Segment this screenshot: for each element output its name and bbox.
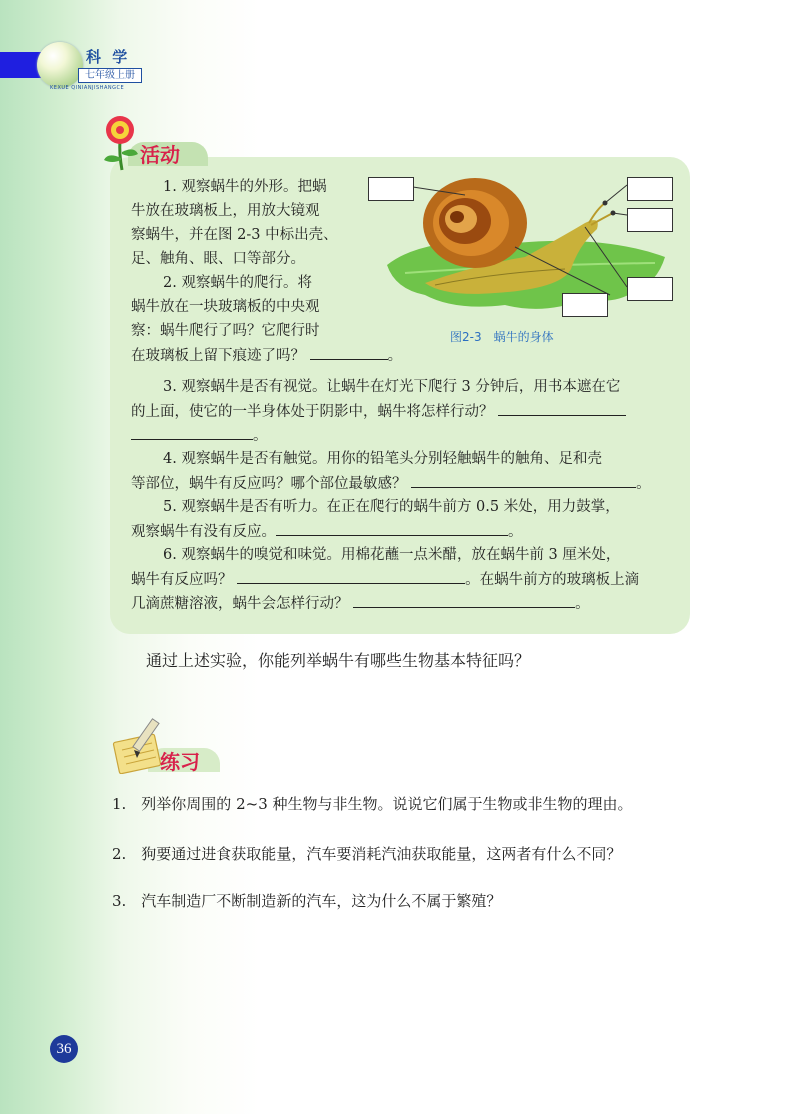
label-box-mouth[interactable] — [627, 277, 673, 301]
p1-line-1: 1. 观察蜗牛的外形。把蜗 — [163, 179, 327, 195]
exercise-item-3: 3. 汽车制造厂不断制造新的汽车，这为什么不属于繁殖？ — [112, 892, 502, 910]
p2-line-3: 察：蜗牛爬行了吗？它爬行时 — [131, 323, 320, 339]
p2-line-1: 2. 观察蜗牛的爬行。将 — [163, 275, 312, 291]
p4-line-1: 4. 观察蜗牛是否有触觉。用你的铅笔头分别轻触蜗牛的触角、足和壳 — [163, 451, 602, 467]
p1-line-4: 足、触角、眼、口等部分。 — [131, 251, 305, 267]
p5-line-2: 观察蜗牛有没有反应。 。 — [131, 519, 523, 544]
header-pinyin: KEXUE QINIANJISHANGCE — [50, 85, 125, 91]
p6-line-3: 几滴蔗糖溶液，蜗牛会怎样行动？ 。 — [131, 591, 590, 616]
label-box-eye[interactable] — [627, 208, 673, 232]
header-title: 科 学 — [86, 48, 131, 66]
exercise-label: 练习 — [160, 750, 200, 774]
p3-line-3: 。 — [131, 423, 268, 448]
label-box-tentacle[interactable] — [627, 177, 673, 201]
flower-icon — [98, 112, 146, 172]
p3-line-2: 的上面，使它的一半身体处于阴影中，蜗牛将怎样行动？ — [131, 399, 626, 424]
p2-line-2: 蜗牛放在一块玻璃板的中央观 — [131, 299, 320, 315]
figure-caption: 图2-3 蜗牛的身体 — [450, 330, 554, 344]
p2-line-4: 在玻璃板上留下痕迹了吗？ 。 — [131, 343, 402, 368]
label-box-foot[interactable] — [562, 293, 608, 317]
p5-line-1: 5. 观察蜗牛是否有听力。在正在爬行的蜗牛前方 0.5 米处，用力鼓掌， — [163, 499, 620, 515]
activity-label: 活动 — [140, 143, 180, 167]
page-number: 36 — [50, 1035, 78, 1063]
p6-line-1: 6. 观察蜗牛的嗅觉和味觉。用棉花蘸一点米醋，放在蜗牛前 3 厘米处， — [163, 547, 621, 563]
answer-blank[interactable] — [131, 423, 253, 440]
p3-line-1: 3. 观察蜗牛是否有视觉。让蜗牛在灯光下爬行 3 分钟后，用书本遮在它 — [163, 379, 621, 395]
answer-blank[interactable] — [237, 567, 465, 584]
answer-blank[interactable] — [498, 399, 626, 416]
answer-blank[interactable] — [276, 519, 508, 536]
exercise-item-2: 2. 狗要通过进食获取能量，汽车要消耗汽油获取能量，这两者有什么不同？ — [112, 845, 622, 863]
header-globe-icon — [37, 42, 83, 88]
answer-blank[interactable] — [353, 591, 575, 608]
label-box-shell[interactable] — [368, 177, 414, 201]
p1-line-3: 察蜗牛，并在图 2-3 中标出壳、 — [131, 227, 338, 243]
p6-line-2: 蜗牛有反应吗？ 。在蜗牛前方的玻璃板上滴 — [131, 567, 639, 592]
p4-line-2: 等部位，蜗牛有反应吗？哪个部位最敏感？ 。 — [131, 471, 651, 496]
answer-blank[interactable] — [411, 471, 636, 488]
p1-line-2: 牛放在玻璃板上，用放大镜观 — [131, 203, 320, 219]
header-grade: 七年级上册 — [78, 68, 142, 83]
exercise-item-1: 1. 列举你周围的 2~3 种生物与非生物。说说它们属于生物或非生物的理由。 — [112, 795, 633, 813]
summary-question: 通过上述实验，你能列举蜗牛有哪些生物基本特征吗？ — [146, 651, 531, 670]
answer-blank[interactable] — [310, 343, 388, 360]
